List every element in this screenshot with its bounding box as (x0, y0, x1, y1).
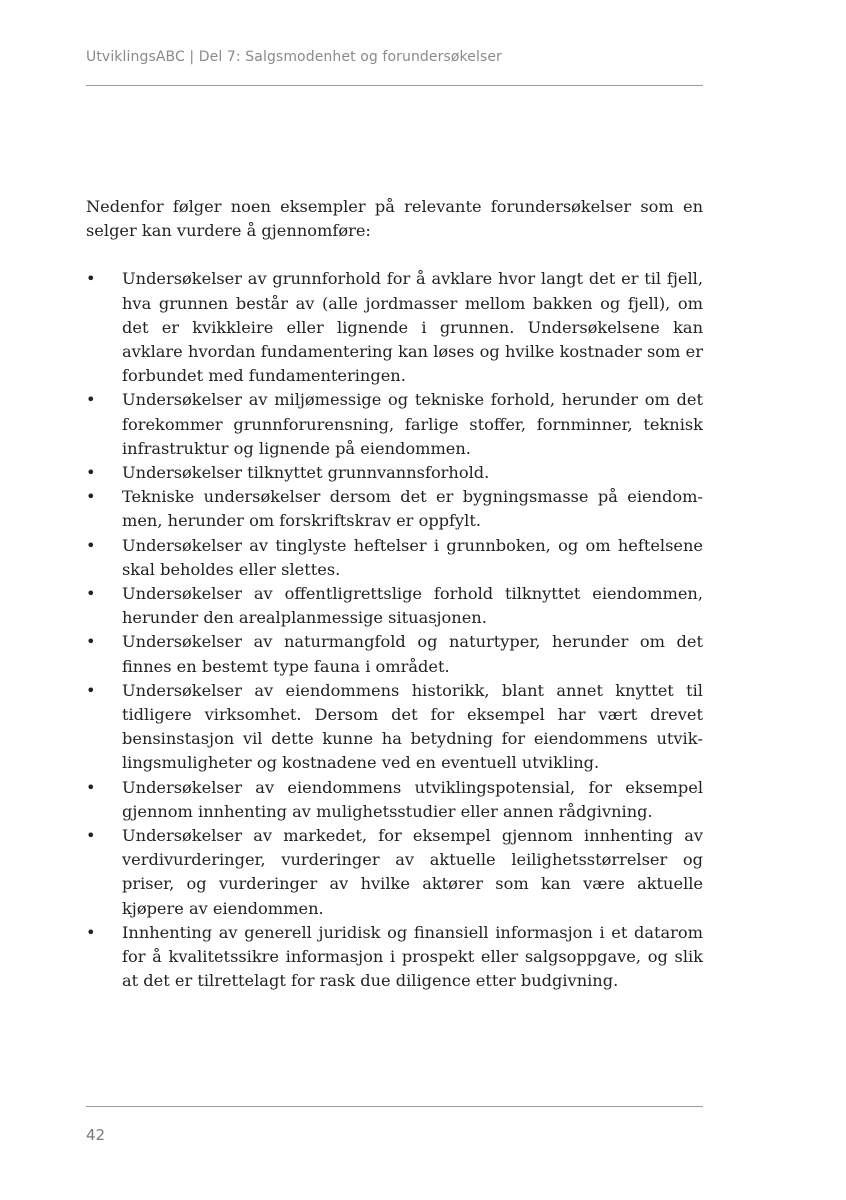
page-body (86, 195, 703, 994)
bullet-icon: • (86, 922, 96, 942)
list-item (86, 582, 703, 630)
list-item (86, 630, 703, 678)
list-item-text: Innhenting av generell juridisk og finansiell informasjon i et datarom for å kvalitetssikre informasjon i prospekt eller salgsoppgave, og slik at det er tilrettelagt for rask due diligence etter budgivning. (122, 922, 703, 991)
bullet-icon: • (86, 463, 96, 483)
list-item (86, 921, 703, 994)
list-item-text: Undersøkelser av markedet, for eksempel gjennom innhenting av verdivurderinger, vurderinger av aktuelle leilighetsstørrelser og priser, og vurderinger av hvilke aktører som kan være aktuelle kjøpere av eiendommen. (122, 826, 703, 918)
bullet-icon: • (86, 487, 96, 507)
bullet-icon: • (86, 680, 96, 700)
list-item (86, 534, 703, 582)
list-item (86, 267, 703, 388)
list-item (86, 824, 703, 921)
bullet-icon: • (86, 535, 96, 555)
list-item-text: Undersøkelser av tinglyste heftelser i grunnboken, og om heftelsene skal beholdes eller slettes. (122, 535, 703, 579)
list-item-text: Undersøkelser av naturmangfold og naturtyper, herunder om det finnes en bestemt type fauna i området. (122, 632, 703, 676)
footer-divider (86, 1106, 703, 1107)
bullet-icon: • (86, 390, 96, 410)
bullet-icon: • (86, 269, 96, 289)
running-header: UtviklingsABC | Del 7: Salgsmodenhet og forundersøkelser (86, 49, 502, 65)
page-number: 42 (86, 1126, 106, 1144)
list-item-text: Undersøkelser av eiendommens historikk, blant annet knyttet til tidligere virksomhet. Dersom det for eksempel har vært drevet bensinstasjon vil dette kunne ha betydning for eiendommens utviklingsmuligheter og kostnadene ved en eventuell utvikling. (122, 680, 703, 773)
bullet-icon: • (86, 777, 96, 797)
list-item-text: Undersøkelser av miljømessige og tekniske forhold, herunder om det forekommer grunnforurensning, farlige stoffer, fornminner, teknisk infrastruktur og lignende på eiendommen. (122, 390, 703, 458)
list-item (86, 776, 703, 824)
list-item (86, 485, 703, 533)
list-item-text: Tekniske undersøkelser dersom det er bygningsmasse på eiendommen, herunder om forskriftskrav er oppfylt. (122, 487, 703, 531)
forundersokelser-list (86, 267, 703, 993)
list-item-text: Undersøkelser av offentligrettslige forhold tilknyttet eiendommen, herunder den arealplanmessige situasjonen. (122, 584, 703, 628)
list-item (86, 388, 703, 461)
list-item-text: Undersøkelser av eiendommens utviklingspotensial, for eksempel gjennom innhenting av mulighetsstudier eller annen rådgivning. (122, 777, 703, 821)
bullet-icon: • (86, 632, 96, 652)
list-item-text: Undersøkelser tilknyttet grunnvannsforhold. (122, 463, 490, 483)
list-item-text: Undersøkelser av grunnforhold for å avklare hvor langt det er til fjell, hva grunnen består av (alle jordmasser mellom bakken og fjell), om det er kvikkleire eller lignende i grunnen. Undersøkelsene kan avklare hvordan fundamentering kan løses og hvilke kostnader som er forbundet med fundamenteringen. (122, 269, 703, 386)
bullet-icon: • (86, 826, 96, 846)
bullet-icon: • (86, 584, 96, 604)
intro-paragraph: Nedenfor følger noen eksempler på relevante forundersøkelser som en selger kan vurdere å gjennomføre: (86, 197, 703, 241)
list-item (86, 461, 703, 485)
list-item (86, 679, 703, 776)
header-divider (86, 85, 703, 86)
